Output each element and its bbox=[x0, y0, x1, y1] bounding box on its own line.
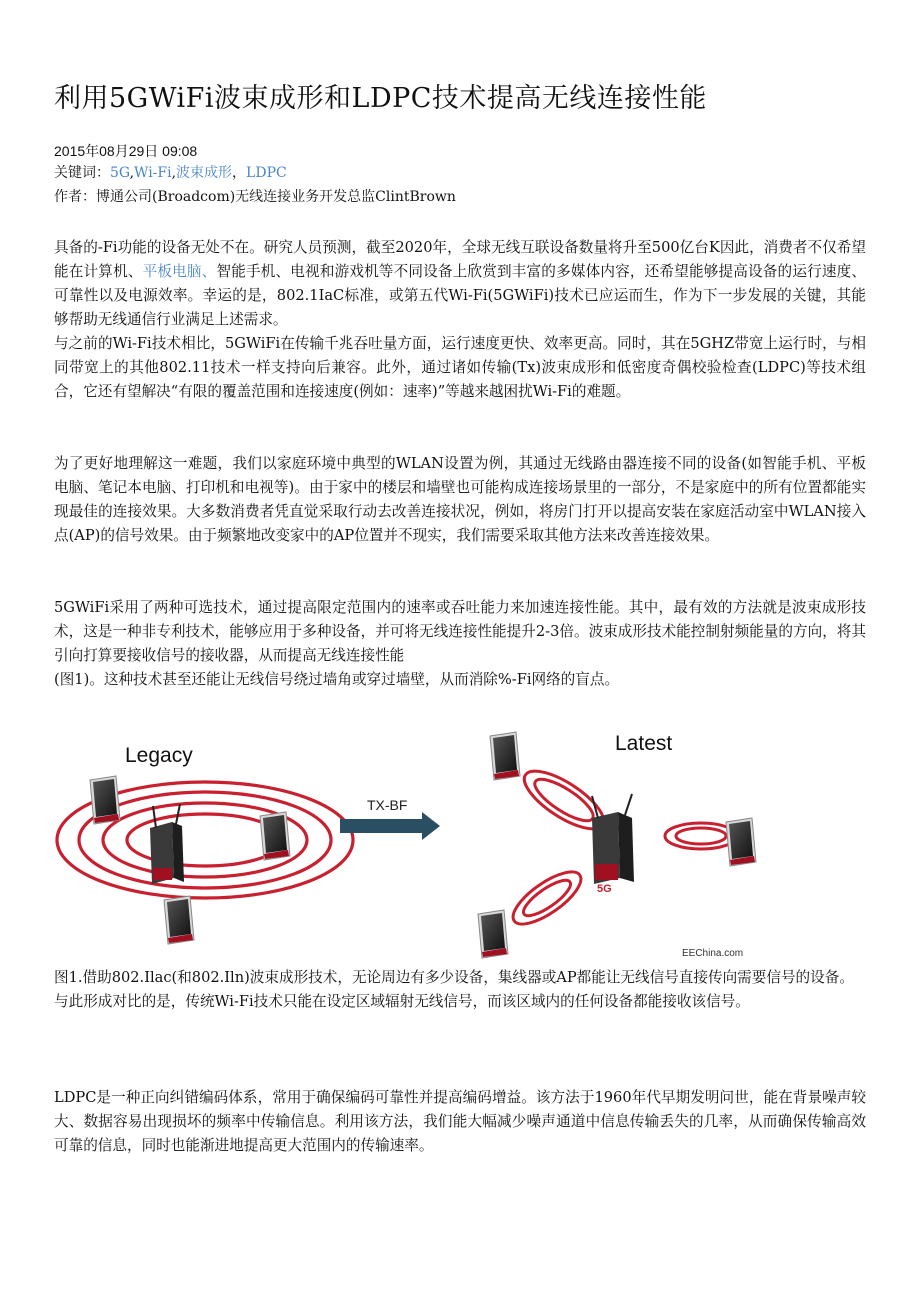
legacy-tablet-icon bbox=[164, 896, 194, 944]
keywords-line: 关键词：5G,Wi-Fi,波束成形，LDPC bbox=[54, 165, 287, 181]
legacy-label: Legacy bbox=[125, 744, 193, 767]
latest-tablet-icon bbox=[478, 910, 508, 958]
keywords-label: 关键词： bbox=[54, 165, 110, 181]
paragraph-comparison: 与之前的Wi-Fi技术相比，5GWiFi在传输千兆吞吐量方面，运行速度更快、效率更高。同时，其在5GHZ带宽上运行时，与相同带宽上的其他802.11技术一样支持向后兼容。此外，通过诸如传输(Tx)波束成形和低密度奇偶校验检查(LDPC)等技术组合，它还有望解决“有限的覆盖范围和连接速度(例如：速率)”等越来越困扰Wi-Fi的难题。 bbox=[54, 335, 866, 400]
article-title: 利用5GWiFi波束成形和LDPC技术提高无线连接性能 bbox=[54, 83, 707, 114]
paragraph-text: 5GWiFi采用了两种可选技术，通过提高限定范围内的速率或吞吐能力来加速连接性能。其中，最有效的方法就是波束成形技术，这是一种非专利技术，能够应用于多种设备，并可将无线连接性能提升2-3倍。波束成形技术能控制射频能量的方向，将其引向打算要接收信号的接收器，从而提高无线连接性能 bbox=[54, 599, 866, 664]
legacy-tablet-icon bbox=[260, 812, 290, 860]
legacy-tablet-icon bbox=[90, 776, 120, 824]
latest-tablet-icon bbox=[726, 818, 756, 866]
keyword-link-ldpc[interactable]: LDPC bbox=[246, 165, 287, 181]
5g-badge: 5G bbox=[597, 883, 612, 895]
keyword-link-beamforming[interactable]: 波束成形 bbox=[176, 165, 233, 181]
latest-tablet-icon bbox=[490, 732, 520, 780]
paragraph-text: (图1)。这种技术甚至还能让无线信号绕过墙角或穿过墙壁，从而消除%-Fi网络的盲点。 bbox=[54, 671, 620, 688]
latest-label: Latest bbox=[615, 732, 673, 755]
paragraph-text: LDPC是一种正向纠错编码体系，常用于确保编码可靠性并提高编码增益。该方法于1960年代早期发明问世，能在背景噪声较大、数据容易出现损坏的频率中传输信息。利用该方法，我们能大幅减少噪声通道中信息传输丢失的几率，从而确保传输高效可靠的信息，同时也能渐进地提高更大范围内的传输速率。 bbox=[54, 1089, 866, 1154]
tablet-link[interactable]: 平板电脑、 bbox=[142, 263, 217, 280]
figure-beamforming-diagram bbox=[50, 718, 860, 968]
publish-date: 2015年08月29日 09:08 bbox=[54, 143, 198, 159]
figure-caption: 图1.借助802.Ilac(和802.Iln)波束成形技术，无论周边有多少设备，集线器或AP都能让无线信号直接传向需要信号的设备。与此形成对比的是，传统Wi-Fi技术只能在设定区域辐射无线信号，而该区域内的任何设备都能接收该信号。 bbox=[54, 969, 854, 1010]
paragraph-beamforming bbox=[54, 596, 866, 692]
arrow-label: TX-BF bbox=[367, 797, 408, 813]
paragraph-home-example bbox=[54, 452, 866, 548]
author-line: 作者：博通公司(Broadcom)无线连接业务开发总监ClintBrown bbox=[54, 189, 456, 205]
paragraph-text: 智能手机、电视和游戏机等不同设备上欣赏到丰富的多媒体内容，还希望能够提高设备的运行速度、可靠性以及电源效率。幸运的是，802.1IaC标准，或第五代Wi-Fi(5GWiFi)技术已应运而生，作为下一步发展的关键，其能够帮助无线通信行业满足上述需求。 bbox=[54, 263, 866, 328]
paragraph-intro bbox=[54, 236, 866, 404]
keyword-link-wifi[interactable]: Wi-Fi bbox=[134, 165, 172, 181]
figure-watermark: EEChina.com bbox=[682, 948, 744, 959]
paragraph-text: 为了更好地理解这一难题，我们以家庭环境中典型的WLAN设置为例，其通过无线路由器连接不同的设备(如智能手机、平板电脑、笔记本电脑、打印机和电视等)。由于家中的楼层和墙壁也可能构成连接场景里的一部分，不是家庭中的所有位置都能实现最佳的连接效果。大多数消费者凭直觉采取行动去改善连接状况，例如，将房门打开以提高安装在家庭活动室中WLAN接入点(AP)的信号效果。由于频繁地改变家中的AP位置并不现实，我们需要采取其他方法来改善连接效果。 bbox=[54, 455, 866, 544]
paragraph-ldpc bbox=[54, 1086, 866, 1158]
paragraph-text: 具备的-Fi功能的设备无处不在。研究人员预测，截至2020年，全球无线互联设备数量将升至500亿台K因此，消费者不仅希望能在计算机、 bbox=[54, 239, 866, 280]
arrow-icon bbox=[340, 812, 440, 840]
keyword-link-5g[interactable]: 5G bbox=[110, 165, 130, 181]
